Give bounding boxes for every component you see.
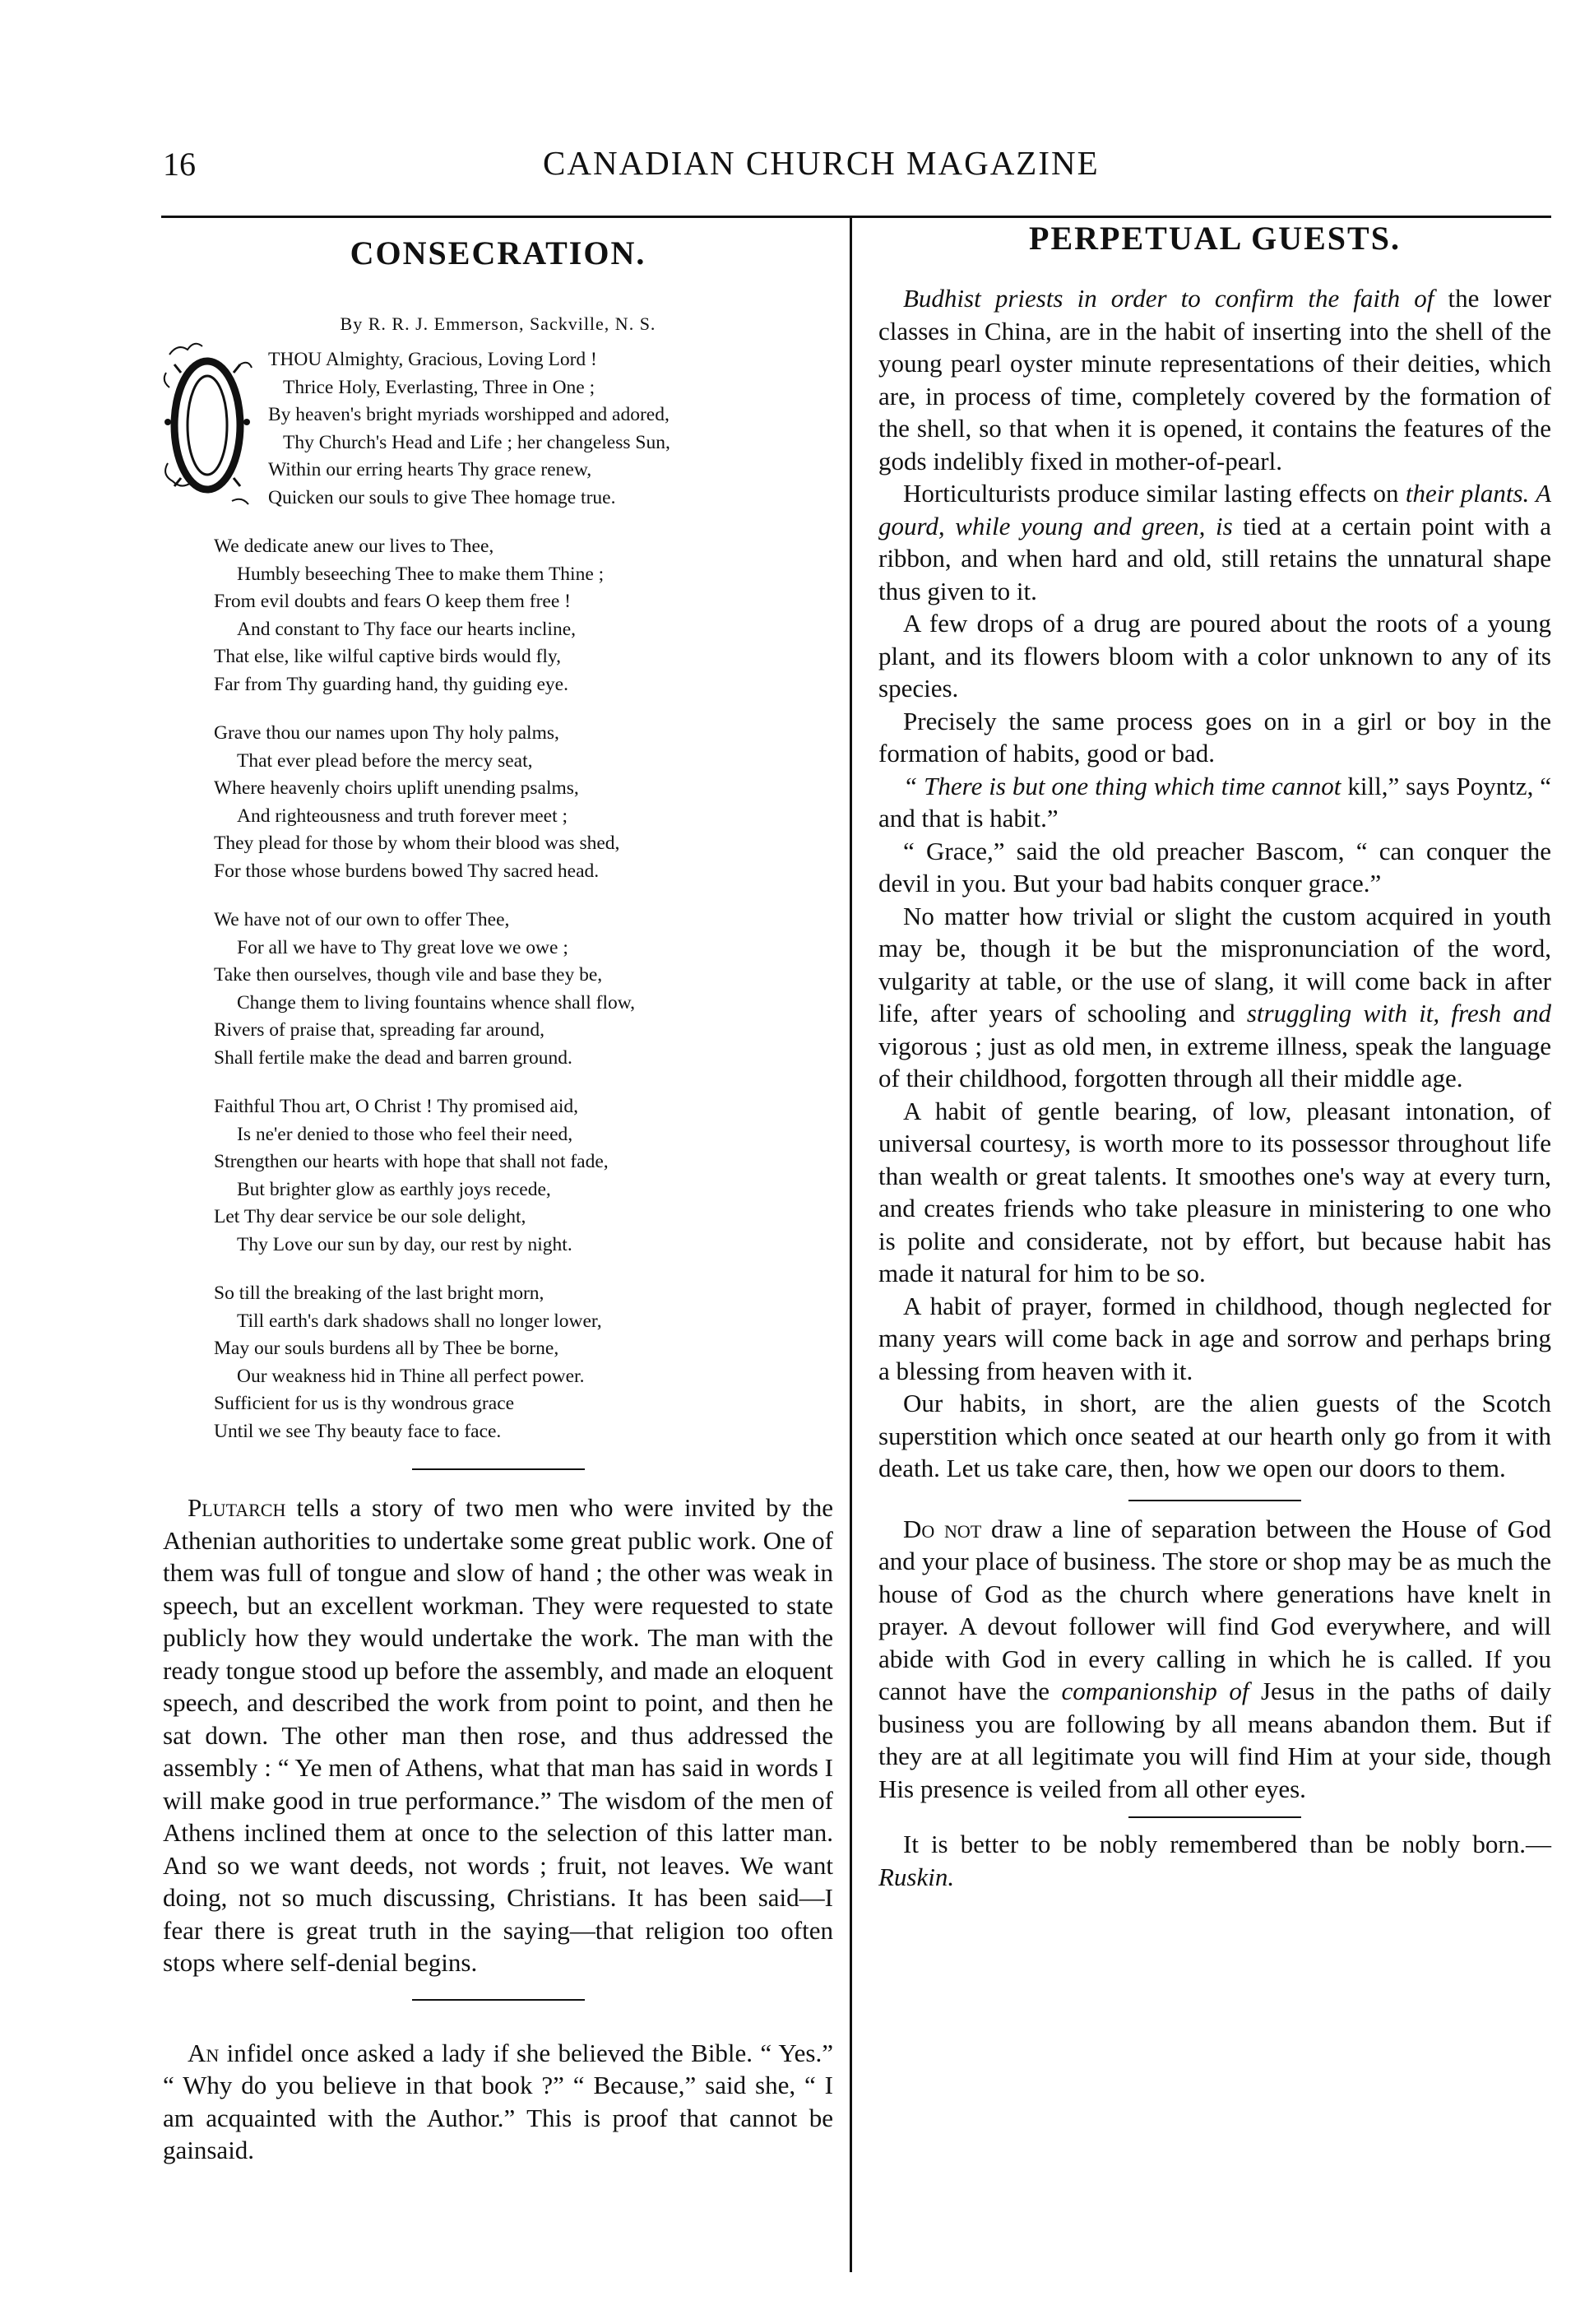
- poem-line: So till the breaking of the last bright morn,: [214, 1283, 544, 1304]
- poem-line: That ever plead before the mercy seat,: [237, 749, 533, 772]
- poem-stanza-1: [163, 346, 833, 512]
- poem-line: Far from Thy guarding hand, thy guiding eye.: [214, 673, 568, 695]
- guests-p5-italic: “ There is but one thing which time cannot: [903, 771, 1341, 800]
- guests-p7a: No matter how trivial or slight the custom acquired in youth may be, though it be but the mispronunciation of the word, vulgarity at table, or the use of slang, it will come back in after life, after years of schooling and: [878, 901, 1551, 1027]
- guests-p1: the lower classes in China, are in the habit of inserting into the shell of the young pearl oyster minute representations of their deities, which are, in process of time, completely covered by the formation of the shell, so that when it is opened, it contains the features of the gods indelibly fixed in mother-of-pearl.: [878, 284, 1551, 475]
- poem-stanza-2: [163, 533, 833, 698]
- poem-line: THOU Almighty, Gracious, Loving Lord !: [268, 349, 597, 370]
- poem-line: And righteousness and truth forever meet ;: [237, 805, 568, 827]
- poem-line: Let Thy dear service be our sole delight,: [214, 1206, 526, 1227]
- poem-line: Faithful Thou art, O Christ ! Thy promised aid,: [214, 1096, 578, 1117]
- guests-p3: A few drops of a drug are poured about the roots of a young plant, and its flowers bloom with a color unknown to any of its species.: [878, 609, 1551, 703]
- guests-p10: Our habits, in short, are the alien guests of the Scotch superstition which once seated at our hearth only go from it with death. Let us take care, then, how we open our doors to them.: [878, 1389, 1551, 1482]
- poem-byline: By R. R. J. Emmerson, Sackville, N. S.: [340, 313, 656, 334]
- poem-line: That else, like wilful captive birds would fly,: [214, 646, 562, 667]
- guests-p4: Precisely the same process goes on in a girl or boy in the formation of habits, good or bad.: [878, 706, 1551, 768]
- poem-line: Shall fertile make the dead and barren ground.: [214, 1046, 572, 1069]
- poem-line: Quicken our souls to give Thee homage true.: [268, 486, 616, 508]
- poem-line: For all we have to Thy great love we owe ;: [237, 936, 568, 958]
- poem-line: Till earth's dark shadows shall no longer lower,: [237, 1310, 602, 1332]
- page-number: 16: [163, 146, 196, 183]
- guests-p8: A habit of gentle bearing, of low, pleasant intonation, of universal courtesy, is worth more to its possessor throughout life than wealth or great talents. It smoothes one's way at every turn, and creates friends who take pleasure in ministering to one who is polite and considerate, not by effort, but because habit has made it natural for him to be so.: [878, 1096, 1551, 1287]
- guests-p2b: tied at a certain point with a ribbon, and when hard and old, still retains the unnatural shape thus given to it.: [878, 511, 1551, 605]
- magazine-title: CANADIAN CHURCH MAGAZINE: [543, 144, 1100, 182]
- ruskin-quote: [878, 1828, 1551, 1893]
- guests-p2a: Horticulturists produce similar lasting effects on: [903, 479, 1399, 508]
- left-column: [163, 216, 833, 2167]
- poem-stanza-5: [163, 1093, 833, 1259]
- poem-line: Within our erring hearts Thy grace renew,: [268, 459, 592, 480]
- guests-p6: “ Grace,” said the old preacher Bascom, “ can conquer the devil in you. But your bad habits conquer grace.”: [878, 836, 1551, 898]
- right-column: [878, 216, 1551, 1893]
- poem-line: From evil doubts and fears O keep them free !: [214, 591, 571, 612]
- poem-line: Thy Church's Head and Life ; her changeless Sun,: [283, 431, 670, 453]
- poem-line: Change them to living fountains whence shall flow,: [237, 991, 636, 1014]
- poem-line: Humbly beseeching Thee to make them Thine ;: [237, 563, 605, 585]
- guests-p7b: vigorous ; just as old men, in extreme illness, speak the language of their childhood, forgotten through all their middle age.: [878, 1031, 1551, 1092]
- poem-line: For those whose burdens bowed Thy sacred head.: [214, 860, 600, 882]
- guests-p1-italic: Budhist priests in order to confirm the faith of: [903, 284, 1434, 313]
- section-divider: [412, 1999, 585, 2001]
- section-divider: [1128, 1816, 1301, 1818]
- infidel-text: infidel once asked a lady if she believed the Bible. “ Yes.” “ Why do you believe in that book ?” “ Because,” said she, “ I am acquainted with the Author.” This is proof that cannot be gainsaid.: [163, 2038, 833, 2164]
- poem-line: Our weakness hid in Thine all perfect power.: [237, 1365, 585, 1387]
- poem-line: By heaven's bright myriads worshipped and adored,: [268, 404, 670, 425]
- ruskin-text: It is better to be nobly remembered than be nobly born.—: [903, 1830, 1551, 1858]
- poem-line: Rivers of praise that, spreading far around,: [214, 1019, 544, 1041]
- infidel-lead: An: [188, 2038, 220, 2067]
- plutarch-article: [163, 1491, 833, 1979]
- poem-line: But brighter glow as earthly joys recede,: [237, 1178, 551, 1200]
- poem-line: Thy Love our sun by day, our rest by night.: [237, 1233, 572, 1255]
- poem-line: Take then ourselves, though vile and base they be,: [214, 964, 603, 986]
- poem-line: We have not of our own to offer Thee,: [214, 909, 510, 930]
- business-text-a: draw a line of separation between the House of God and your place of business. The store or shop may be as much the house of God as the church where generations have knelt in prayer. A devout follower will find God everywhere, and will abide with God in every calling in which he is called. If you cannot have the: [878, 1514, 1551, 1705]
- poem-line: Thrice Holy, Everlasting, Three in One ;: [283, 376, 595, 398]
- guests-title: PERPETUAL GUESTS.: [1029, 220, 1401, 257]
- poem-line: Is ne'er denied to those who feel their need,: [237, 1123, 573, 1145]
- guests-p2-italic: their plants. A gourd, while young and green, is: [878, 479, 1552, 540]
- guests-p9: A habit of prayer, formed in childhood, though neglected for many years will come back in age and sorrow and perhaps bring a blessing from heaven with it.: [878, 1291, 1551, 1385]
- business-lead: Do not: [903, 1514, 982, 1543]
- poem-stanza-6: [163, 1280, 833, 1445]
- guests-p7-italic: struggling with it, fresh and: [1246, 999, 1552, 1027]
- guests-article: [878, 282, 1551, 1485]
- infidel-article: [163, 2037, 833, 2167]
- poem-line: Grave thou our names upon Thy holy palms,: [214, 722, 559, 744]
- poem-line: Sufficient for us is thy wondrous grace: [214, 1393, 515, 1414]
- plutarch-lead: Plutarch: [188, 1493, 286, 1522]
- poem-line: Where heavenly choirs uplift unending psalms,: [214, 777, 579, 799]
- business-text-b: Jesus in the paths of daily business you are following by all means abandon them. But if they are at all legitimate you will find Him at your side, though His presence is veiled from all other eyes.: [878, 1677, 1552, 1803]
- section-divider: [412, 1468, 585, 1470]
- guests-p5: kill,” says Poyntz, “ and that is habit.”: [878, 771, 1552, 833]
- poem-line: Strengthen our hearts with hope that shall not fade,: [214, 1151, 609, 1172]
- poem-line: And constant to Thy face our hearts incline,: [237, 618, 576, 640]
- poem-line: Until we see Thy beauty face to face.: [214, 1420, 502, 1442]
- plutarch-text: tells a story of two men who were invited by the Athenian authorities to undertake some great public work. One of them was full of tongue and slow of hand ; the other was weak in speech, but an excellent workman. They were requested to state publicly how they would undertake the work. The man with the ready tongue stood up before the assembly, and made an eloquent speech, and described the work from point to point, and then he sat down. The other man then rose, and thus addressed the assembly : “ Ye men of Athens, what that man has said in words I will make good in true performance.” The wisdom of the men of Athens inclined them at once to the selection of this latter man. And so we want deeds, not words ; fruit, not leaves. We want doing, not so much discussing, Christians. It has been said—I fear there is great truth in the saying—that religion too often stops where self-denial begins.: [163, 1493, 834, 1977]
- poem-line: They plead for those by whom their blood was shed,: [214, 833, 620, 854]
- poem-line: May our souls burdens all by Thee be borne,: [214, 1338, 559, 1359]
- poem-stanza-4: [163, 907, 833, 1072]
- poem-line: We dedicate anew our lives to Thee,: [214, 536, 494, 557]
- column-divider: [850, 216, 852, 2272]
- poem-title: CONSECRATION.: [350, 234, 646, 271]
- ornamental-dropcap-o-icon: [161, 340, 253, 513]
- poem-stanza-3: [163, 720, 833, 885]
- business-italic: companionship of: [1061, 1677, 1249, 1705]
- business-article: [878, 1513, 1551, 1806]
- ruskin-author: Ruskin.: [878, 1862, 955, 1891]
- section-divider: [1128, 1500, 1301, 1501]
